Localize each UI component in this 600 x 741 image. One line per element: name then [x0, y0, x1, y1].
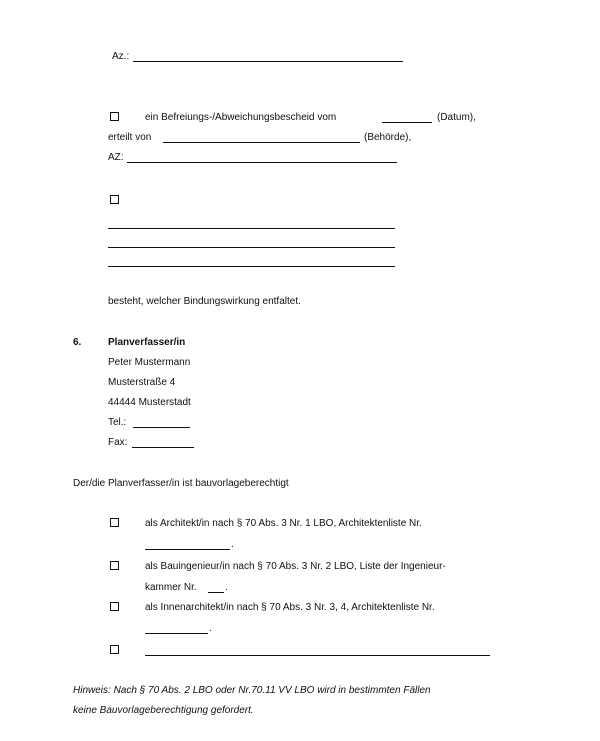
- engineer-text-cont: kammer Nr.: [145, 582, 197, 593]
- planner-street: Musterstraße 4: [108, 377, 176, 388]
- architect-text: als Architekt/in nach § 70 Abs. 3 Nr. 1 LBO, Architektenliste Nr.: [145, 518, 422, 529]
- engineer-end: .: [225, 582, 228, 593]
- architect-end: .: [231, 539, 234, 550]
- issued-by-line[interactable]: [163, 142, 360, 143]
- planner-city: 44444 Musterstadt: [108, 397, 191, 408]
- engineer-text: als Bauingenieur/in nach § 70 Abs. 3 Nr. 2 LBO, Liste der Ingenieur-: [145, 561, 446, 572]
- exemption-checkbox[interactable]: [110, 112, 119, 121]
- architect-list-line[interactable]: [145, 549, 230, 550]
- interior-list-line[interactable]: [145, 633, 208, 634]
- authority-label: (Behörde),: [364, 132, 412, 143]
- engineer-checkbox[interactable]: [110, 561, 119, 570]
- exemption-date-line[interactable]: [382, 122, 432, 123]
- exemption-az-line[interactable]: [127, 162, 397, 163]
- az-label: Az.:: [112, 51, 130, 62]
- tel-line[interactable]: [133, 427, 190, 428]
- fax-line[interactable]: [132, 447, 194, 448]
- interior-text: als Innenarchitekt/in nach § 70 Abs. 3 Nr. 3, 4, Architektenliste Nr.: [145, 602, 435, 613]
- fax-label: Fax:: [108, 437, 128, 448]
- exemption-date-label: (Datum),: [437, 112, 476, 123]
- other-checkbox[interactable]: [110, 195, 119, 204]
- section-title: Planverfasser/in: [108, 337, 186, 348]
- tel-label: Tel.:: [108, 417, 127, 428]
- other-line-3[interactable]: [108, 266, 395, 267]
- other-line-1[interactable]: [108, 228, 395, 229]
- exemption-az-label: AZ:: [108, 152, 124, 163]
- section-number: 6.: [73, 337, 82, 348]
- other-option-line[interactable]: [145, 655, 490, 656]
- interior-end: .: [209, 623, 212, 634]
- binding-text: besteht, welcher Bindungswirkung entfaltet.: [108, 296, 301, 307]
- issued-by-label: erteilt von: [108, 132, 152, 143]
- az-field-line[interactable]: [133, 61, 403, 62]
- other-line-2[interactable]: [108, 247, 395, 248]
- note-line-1: Hinweis: Nach § 70 Abs. 2 LBO oder Nr.70.11 VV LBO wird in bestimmten Fällen: [73, 685, 431, 696]
- architect-checkbox[interactable]: [110, 518, 119, 527]
- note-line-2: keine Bauvorlageberechtigung gefordert.: [73, 705, 254, 716]
- engineer-number-line[interactable]: [208, 592, 224, 593]
- interior-checkbox[interactable]: [110, 602, 119, 611]
- exemption-text: ein Befreiungs-/Abweichungsbescheid vom: [145, 112, 337, 123]
- planner-name: Peter Mustermann: [108, 357, 191, 368]
- other-option-checkbox[interactable]: [110, 645, 119, 654]
- authorized-text: Der/die Planverfasser/in ist bauvorlageberechtigt: [73, 478, 289, 489]
